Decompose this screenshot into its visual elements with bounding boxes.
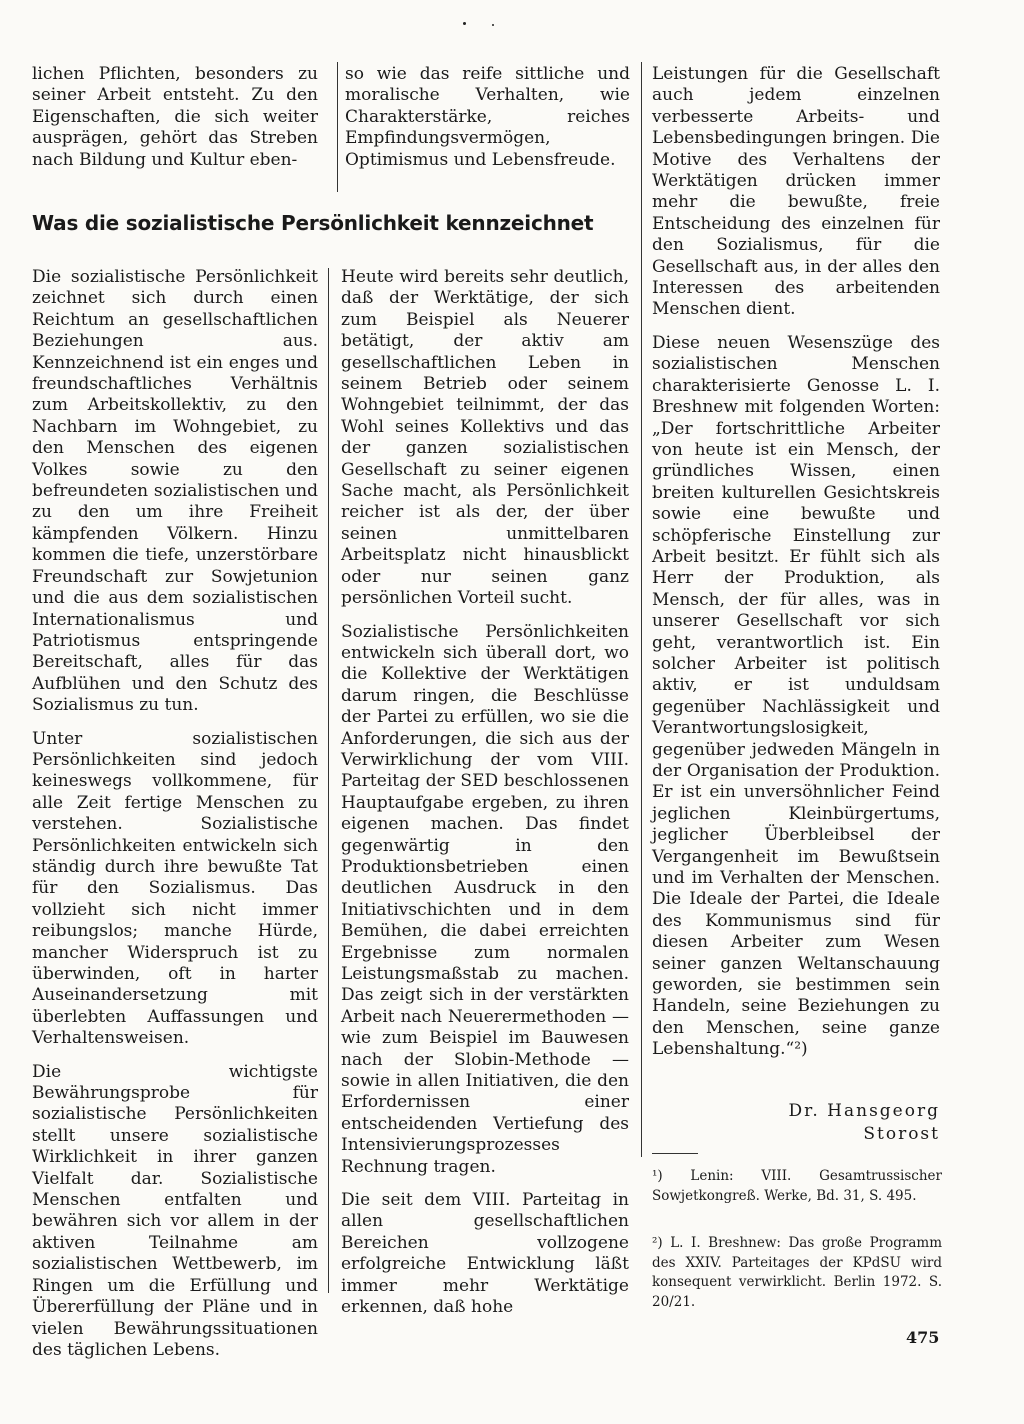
top-middle-text-block — [345, 64, 630, 183]
paragraph: lichen Pflichten, besonders zu seiner Arbeit entsteht. Zu den Eigenschaften, die sich weiter ausprägen, gehört das Streben nach Bildung und Kultur eben- — [32, 64, 318, 170]
author-name-line2: Storost — [863, 1124, 940, 1144]
paragraph: so wie das reife sittliche und moralische Verhalten, wie Charakterstärke, reiches Empfindungsvermögen, Optimismus und Lebensfreude. — [345, 64, 630, 170]
column-2 — [341, 267, 629, 1331]
top-left-text-block — [32, 64, 318, 183]
page-number: 475 — [906, 1328, 940, 1347]
column-3 — [652, 64, 940, 1073]
footnote-1: ¹) Lenin: VIII. Gesamtrussischer Sowjetkongreß. Werke, Bd. 31, S. 495. — [652, 1168, 942, 1204]
paragraph: Diese neuen Wesenszüge des sozialistischen Menschen charakterisierte Genosse L. I. Breshnew mit folgenden Worten: „Der fortschrittliche Arbeiter von heute ist ein Mensch, der gründliches Wissen, einen breiten kulturellen Gesichtskreis sowie eine bewußte und schöpferische Einstellung zur Arbeit besitzt. Er fühlt sich als Herr der Produktion, als Mensch, der für alles, was in unserer Gesellschaft vor sich geht, verantwortlich ist. Ein solcher Arbeiter ist politisch aktiv, er ist unduldsam gegenüber Nachlässigkeit und Verantwortungslosigkeit, gegenüber jedweden Mängeln in der Organisation der Produktion. Er ist ein unversöhnlicher Feind jeglichen Kleinbürgertums, jeglicher Überbleibsel der Vergangenheit im Bewußtsein und im Verhalten der Menschen. Die Ideale der Partei, die Ideale des Kommunismus sind für diesen Arbeiter zum Wesen seiner ganzen Weltanschauung geworden, sie bestimmen sein Handeln, seine Beziehungen zu den Menschen, seine ganze Lebenshaltung.“²) — [652, 332, 940, 1060]
footnote-rule — [652, 1153, 698, 1154]
print-speck — [463, 22, 466, 25]
column-1 — [32, 267, 318, 1373]
column-rule — [641, 62, 642, 1157]
paragraph: Leistungen für die Gesellschaft auch jedem einzelnen verbesserte Arbeits- und Lebensbedingungen bringen. Die Motive des Verhaltens der Werktätigen drücken immer mehr die bewußte, freie Entscheidung des einzelnen für den Sozialismus, für die Gesellschaft aus, in der alles den Interessen des arbeitenden Menschen dient. — [652, 64, 940, 320]
column-rule — [337, 62, 338, 192]
paragraph: Die sozialistische Persönlichkeit zeichnet sich durch einen Reichtum an gesellschaftlichen Beziehungen aus. Kennzeichnend ist ein enges und freundschaftliches Verhältnis zum Arbeitskollektiv, zu den Nachbarn im Wohngebiet, zu den Menschen des eigenen Volkes sowie zu den befreundeten sozialistischen und zu den um ihre Freiheit kämpfenden Völkern. Hinzu kommen die tiefe, unzerstörbare Freundschaft zur Sowjetunion und die aus dem sozialistischen Internationalismus und Patriotismus entspringende Bereitschaft, alles für das Aufblühen und den Schutz des Sozialismus zu tun. — [32, 267, 318, 716]
column-rule — [328, 268, 329, 1293]
author-name-line1: Dr. Hansgeorg — [788, 1101, 940, 1121]
paragraph: Sozialistische Persönlichkeiten entwickeln sich überall dort, wo die Kollektive der Werktätigen darum ringen, die Beschlüsse der Partei zu erfüllen, wo sie die Anforderungen, die sich aus der Verwirklichung der vom VIII. Parteitag der SED beschlossenen Hauptaufgabe ergeben, zu ihren eigenen machen. Das findet gegenwärtig in den Produktionsbetrieben einen deutlichen Ausdruck in den Initiativschichten und in dem Bemühen, die dabei erreichten Ergebnisse zum normalen Leistungsmaßstab zu machen. Das zeigt sich in der verstärkten Arbeit nach Neuerermethoden — wie zum Beispiel im Bauwesen nach der Slobin-Methode — sowie in allen Initiativen, die den Erfordernissen einer entscheidenden Vertiefung des Intensivierungsprozesses Rechnung tragen. — [341, 621, 629, 1177]
paragraph: Die wichtigste Bewährungsprobe für sozialistische Persönlichkeiten stellt unsere sozialistische Wirklichkeit in ihrer ganzen Vielfalt dar. Sozialistische Menschen entfalten und bewähren sich vor allem in der aktiven Teilnahme am sozialistischen Wettbewerb, im Ringen um die Erfüllung und Übererfüllung der Pläne und in vielen Bewährungssituationen des täglichen Lebens. — [32, 1061, 318, 1360]
paragraph: Die seit dem VIII. Parteitag in allen gesellschaftlichen Bereichen vollzogene erfolgreiche Entwicklung läßt immer mehr Werktätige erkennen, daß hohe — [341, 1190, 629, 1318]
footnote-2: ²) L. I. Breshnew: Das große Programm des XXIV. Parteitages der KPdSU wird konsequent verwirklicht. Berlin 1972. S. 20/21. — [652, 1235, 942, 1310]
print-speck — [492, 24, 494, 26]
paragraph: Unter sozialistischen Persönlichkeiten sind jedoch keineswegs vollkommene, für alle Zeit fertige Menschen zu verstehen. Sozialistische Persönlichkeiten entwickeln sich ständig durch ihre bewußte Tat für den Sozialismus. Das vollzieht sich nicht immer reibungslos; manche Hürde, mancher Widerspruch ist zu überwinden, oft in harter Auseinandersetzung mit überlebten Auffassungen und Verhaltensweisen. — [32, 728, 318, 1049]
section-heading: Was die sozialistische Persönlichkeit kennzeichnet — [32, 211, 594, 235]
paragraph: Heute wird bereits sehr deutlich, daß der Werktätige, der sich zum Beispiel als Neuerer betätigt, der aktiv am gesellschaftlichen Leben in seinem Betrieb oder seinem Wohngebiet teilnimmt, der das Wohl seines Kollektivs und das der ganzen sozialistischen Gesellschaft zu seiner eigenen Sache macht, als Persönlichkeit reicher ist als der, der über seinen unmittelbaren Arbeitsplatz nicht hinausblickt oder nur seinen ganz persönlichen Vorteil sucht. — [341, 267, 629, 609]
